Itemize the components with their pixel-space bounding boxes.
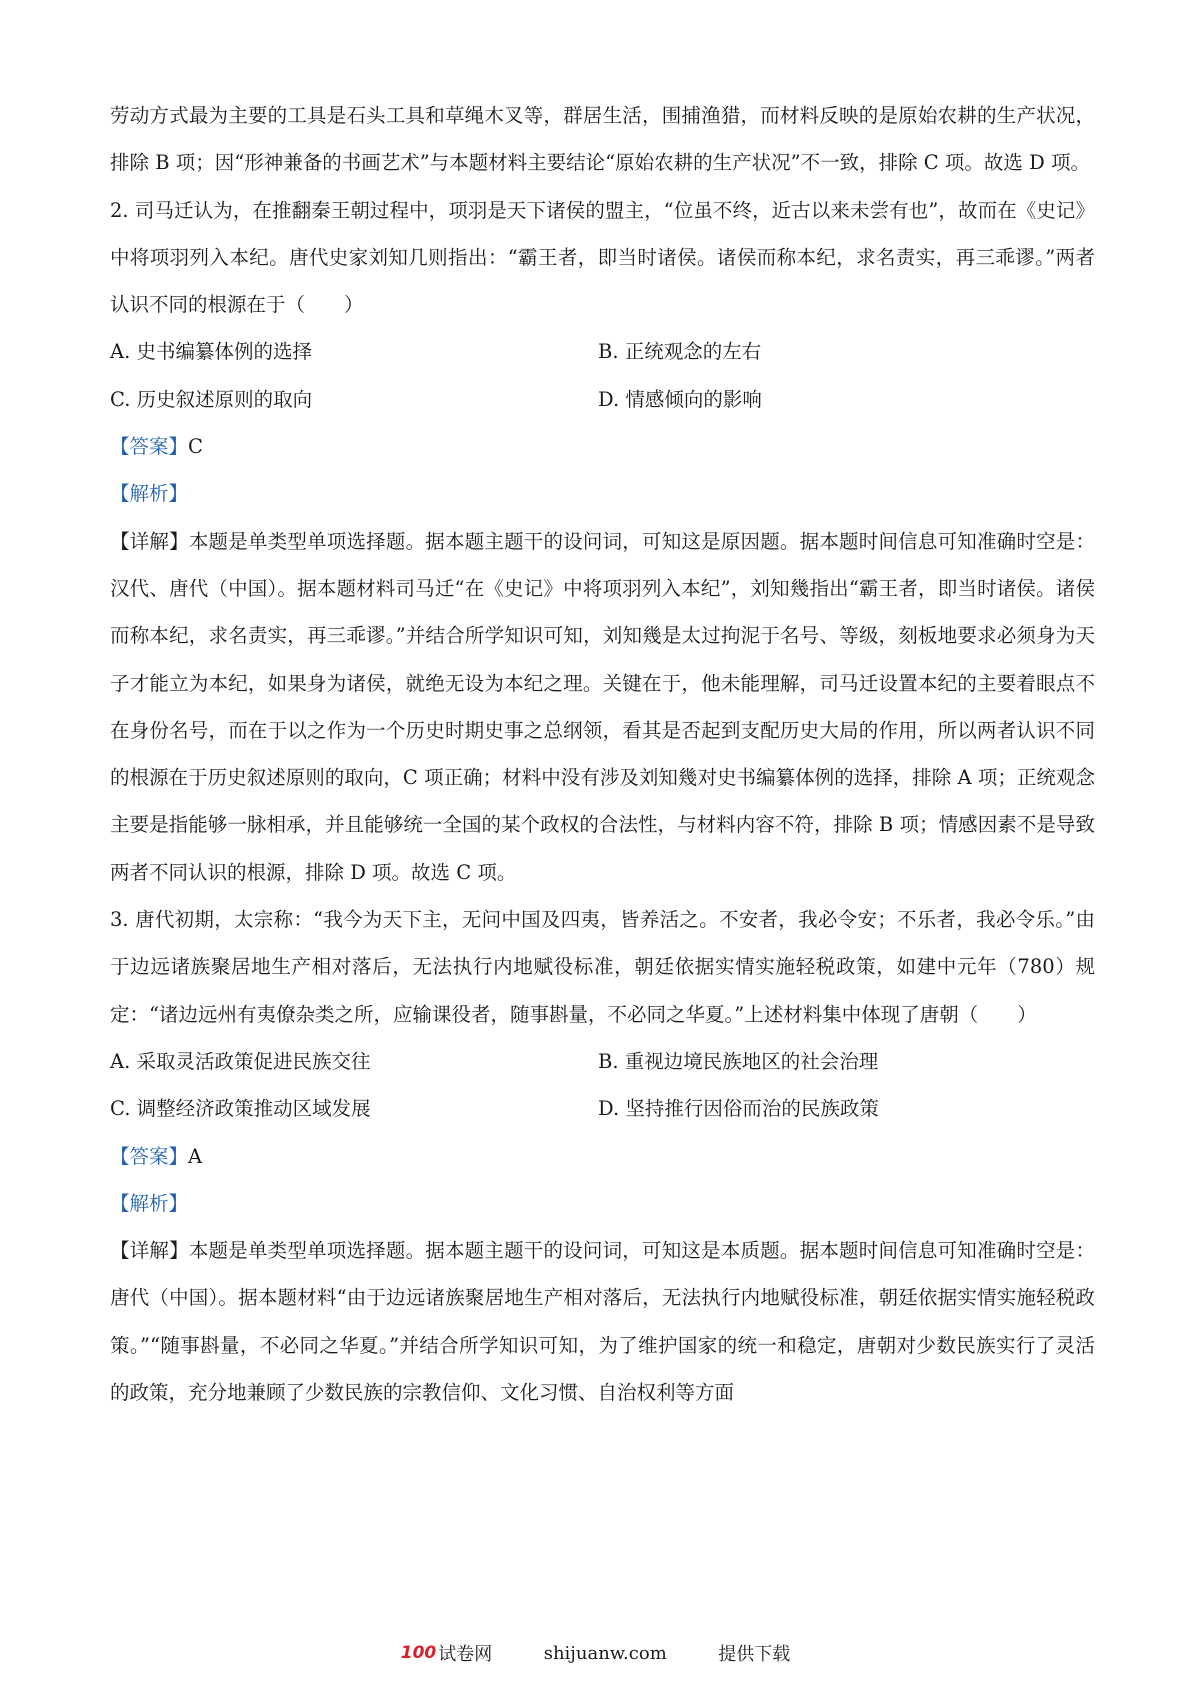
question-2-options-row-1	[110, 328, 1095, 375]
page-footer	[0, 1640, 1191, 1666]
logo-number: 100	[400, 1643, 437, 1663]
question-3-answer	[110, 1133, 1095, 1180]
question-3-option-c: C. 调整经济政策推动区域发展	[110, 1097, 371, 1121]
download-note: 提供下载	[718, 1644, 791, 1665]
question-2-answer	[110, 423, 1095, 470]
analysis-tag: 【解析】	[110, 1191, 189, 1215]
detail-tag: 【详解】	[110, 1239, 189, 1263]
analysis-tag: 【解析】	[110, 482, 189, 506]
question-3-detail	[110, 1227, 1095, 1416]
question-2-option-a: A. 史书编纂体例的选择	[110, 340, 312, 364]
detail-text: 本题是单类型单项选择题。据本题主题干的设问词，可知这是本质题。据本题时间信息可知准确时空是：唐代（中国）。据本题材料“由于边远诸族聚居地生产相对落后，无法执行内地赋役标准，朝廷依据实情实施轻税政策。”“随事斟量，不必同之华夏。”并结合所学知识可知，为了维护国家的统一和稳定，唐朝对少数民族实行了灵活的政策，充分地兼顾了少数民族的宗教信仰、文化习惯、自治权利等方面	[110, 1239, 1095, 1405]
question-3-stem: 3. 唐代初期，太宗称：“我今为天下主，无问中国及四夷，皆养活之。不安者，我必令安；不乐者，我必令乐。”由于边远诸族聚居地生产相对落后，无法执行内地赋役标准，朝廷依据实情实施轻税政策，如建中元年（780）规定：“诸边远州有夷僚杂类之所，应输课役者，随事斟量，不必同之华夏。”上述材料集中体现了唐朝（ ）	[110, 908, 1095, 1026]
question-3-option-a: A. 采取灵活政策促进民族交往	[110, 1049, 371, 1073]
answer-tag: 【答案】	[110, 435, 189, 459]
answer-value: C	[188, 435, 203, 459]
question-2-stem: 2. 司马迁认为，在推翻秦王朝过程中，项羽是天下诸侯的盟主，“位虽不终，近古以来未尝有也”，故而在《史记》中将项羽列入本纪。唐代史家刘知几则指出：“霸王者，即当时诸侯。诸侯而称本纪，求名责实，再三乖谬。”两者认识不同的根源在于（ ）	[110, 198, 1095, 317]
detail-text: 本题是单类型单项选择题。据本题主题干的设问词，可知这是原因题。据本题时间信息可知准确时空是：汉代、唐代（中国）。据本题材料司马迁“在《史记》中将项羽列入本纪”，刘知幾指出“霸王者，即当时诸侯。诸侯而称本纪，求名责实，再三乖谬。”并结合所学知识可知，刘知幾是太过拘泥于名号、等级，刻板地要求必须身为天子才能立为本纪，如果身为诸侯，就绝无设为本纪之理。关键在于，他未能理解，司马迁设置本纪的主要着眼点不在身份名号，而在于以之作为一个历史时期史事之总纲领，看其是否起到支配历史大局的作用，所以两者认识不同的根源在于历史叙述原则的取向，C 项正确；材料中没有涉及刘知幾对史书编纂体例的选择，排除 A 项；正统观念主要是指能够一脉相承，并且能够统一全国的某个政权的合法性，与材料内容不符，排除 B 项；情感因素不是导致两者不同认识的根源，排除 D 项。故选 C 项。	[110, 529, 1095, 884]
question-2-options-row-2	[110, 376, 1095, 423]
question-3-option-d: D. 坚持推行因俗而治的民族政策	[598, 1097, 879, 1121]
question-3-options-row-1	[110, 1038, 1095, 1085]
site-url: shijuanw.com	[543, 1642, 667, 1664]
site-logo	[401, 1640, 493, 1666]
answer-value: A	[188, 1144, 203, 1168]
question-3-options-row-2	[110, 1085, 1095, 1132]
document-body	[110, 92, 1095, 1416]
question-3-analysis-heading	[110, 1180, 1095, 1227]
prev-explanation-tail: 劳动方式最为主要的工具是石头工具和草绳木叉等，群居生活，围捕渔猎，而材料反映的是原始农耕的生产状况，排除 B 项；因“形神兼备的书画艺术”与本题材料主要结论“原始农耕的生产状况”不一致，排除 C 项。故选 D 项。	[110, 104, 1095, 175]
detail-tag: 【详解】	[110, 529, 189, 553]
question-2-option-b: B. 正统观念的左右	[598, 340, 762, 364]
question-3-option-b: B. 重视边境民族地区的社会治理	[598, 1049, 879, 1073]
question-2-detail	[110, 518, 1095, 896]
question-2-analysis-heading	[110, 470, 1095, 517]
question-2-option-d: D. 情感倾向的影响	[598, 387, 762, 411]
logo-text: 试卷网	[438, 1644, 493, 1665]
answer-tag: 【答案】	[110, 1144, 189, 1168]
question-2-option-c: C. 历史叙述原则的取向	[110, 387, 313, 411]
